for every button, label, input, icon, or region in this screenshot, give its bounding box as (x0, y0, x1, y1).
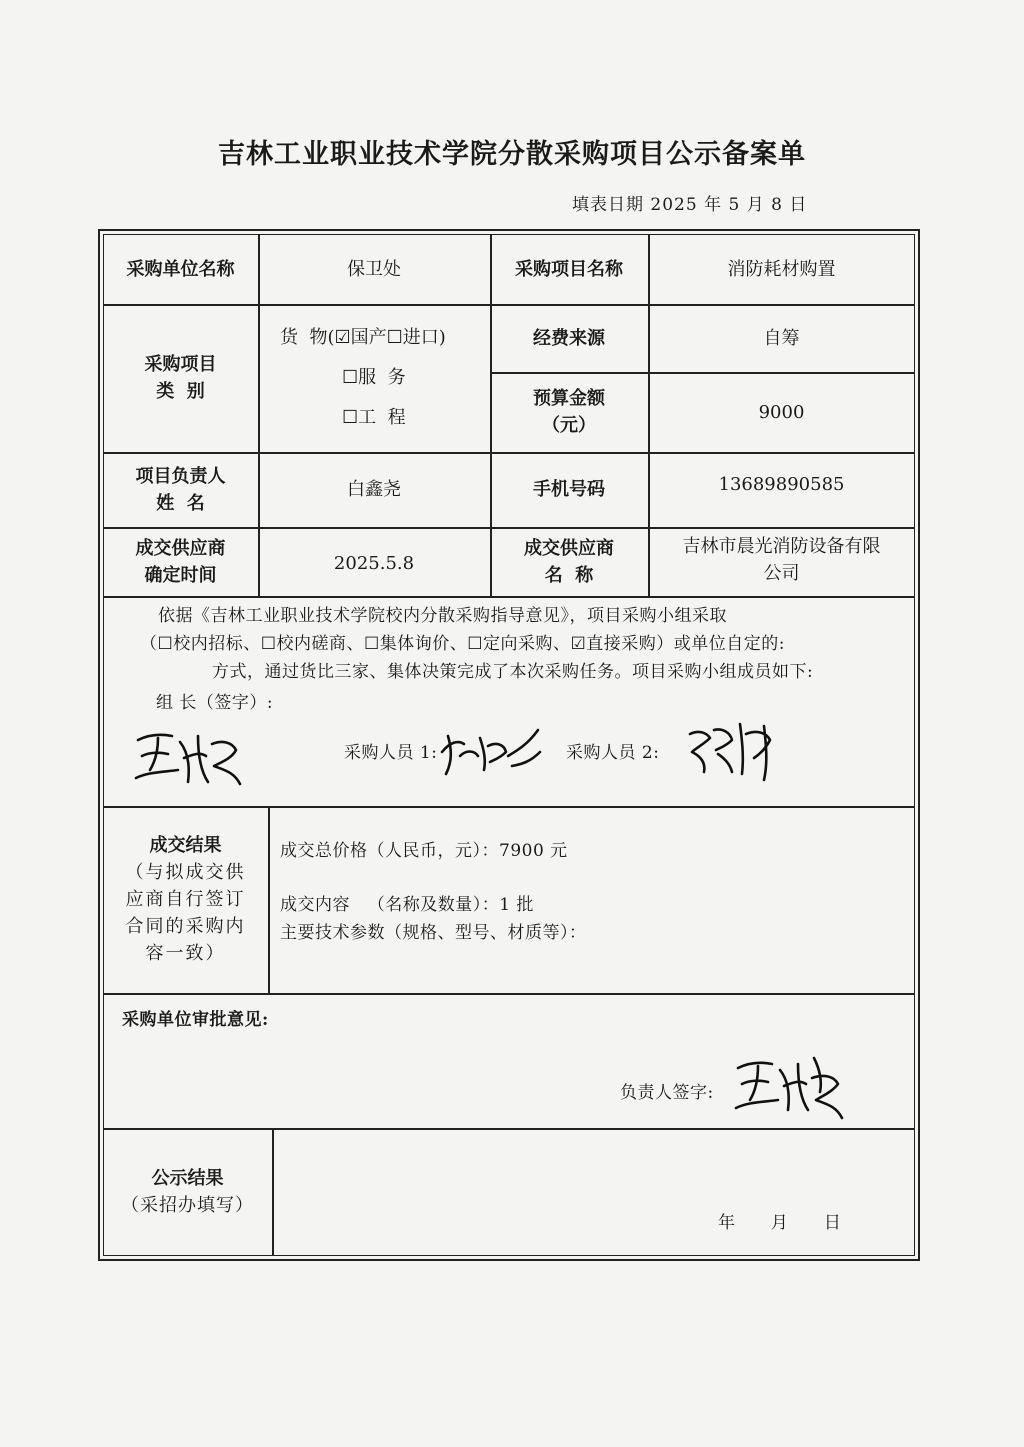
result-label-line-5: 容一致） (145, 943, 226, 964)
member2-label: 采购人员 2: (566, 743, 660, 763)
total-price: 成交总价格（人民币，元）：7900 元 (280, 841, 568, 861)
leader-signature (128, 722, 248, 794)
budget-label (490, 372, 648, 452)
result-label (103, 806, 268, 993)
supplier-name-label (490, 527, 648, 596)
phone-label: 手机号码 (533, 479, 605, 500)
col-divider (272, 1128, 274, 1256)
result-label-line-3: 应商自行签订 (125, 889, 246, 910)
category-label (103, 304, 258, 452)
category-options (258, 304, 490, 452)
funding-value: 自筹 (763, 327, 800, 349)
basis-line-2: （☐校内招标、☐校内磋商、☐集体询价、☐定向采购、☑直接采购）或单位自定的: (140, 634, 785, 654)
supplier-time-label (103, 527, 258, 596)
supplier-name-label-line-1: 成交供应商 (524, 537, 614, 559)
budget-value: 9000 (758, 401, 805, 423)
deal-content: 成交内容 （名称及数量）：1 批 (280, 895, 534, 915)
publicity-label-line-2: （采招办填写） (121, 1195, 254, 1216)
member1-label: 采购人员 1: (344, 743, 438, 763)
supplier-time-label-line-1: 成交供应商 (135, 537, 226, 559)
supplier-name-line-2: 公司 (763, 563, 800, 584)
result-label-line-1: 成交结果 (149, 835, 222, 856)
manager-label-line-2: 姓 名 (156, 492, 205, 514)
manager-value: 白鑫尧 (347, 479, 401, 500)
supplier-name-line-1: 吉林市晨光消防设备有限 (682, 536, 881, 557)
funding-label: 经费来源 (533, 327, 605, 349)
category-label-line-2: 类 别 (156, 381, 205, 402)
row-divider (103, 596, 915, 598)
unit-value: 保卫处 (347, 258, 401, 280)
approval-label: 采购单位审批意见: (122, 1010, 269, 1030)
category-label-line-1: 采购项目 (144, 354, 217, 375)
leader-label: 组 长（签字）: (156, 693, 274, 713)
member1-signature (434, 716, 544, 782)
row-divider (103, 993, 915, 995)
basis-line-3: 方式，通过货比三家、集体决策完成了本次采购任务。项目采购小组成员如下: (212, 662, 814, 682)
manager-label-line-1: 项目负责人 (135, 465, 226, 487)
tech-specs: 主要技术参数（规格、型号、材质等）： (280, 923, 587, 943)
basis-line-1: 依据《吉林工业职业技术学院校内分散采购指导意见》，项目采购小组采取 (158, 606, 727, 626)
manager-label (103, 452, 258, 527)
supplier-name-label-line-2: 名 称 (544, 564, 594, 586)
unit-label: 采购单位名称 (126, 258, 235, 280)
col-divider (268, 806, 270, 993)
phone-value: 13689890585 (718, 473, 845, 495)
publicity-date: 年 月 日 (718, 1213, 842, 1233)
result-label-line-4: 合同的采购内 (125, 916, 246, 937)
budget-label-line-2: （元） (542, 415, 596, 436)
member2-signature (684, 714, 780, 784)
result-label-line-2: （与拟成交供 (125, 862, 246, 883)
fill-date: 填表日期 2025 年 5 月 8 日 (572, 195, 808, 215)
supplier-name-value (648, 527, 915, 593)
publicity-label (103, 1128, 272, 1256)
publicity-label-line-1: 公示结果 (151, 1168, 224, 1189)
signer-signature (728, 1048, 848, 1124)
supplier-time-label-line-2: 确定时间 (144, 564, 217, 586)
project-name-value: 消防耗材购置 (727, 258, 836, 280)
page-title: 吉林工业职业技术学院分散采购项目公示备案单 (218, 139, 806, 170)
service-option: ☐服 务 (342, 367, 406, 388)
goods-option: 货 物(☑国产☐进口) (280, 327, 446, 348)
project-name-label: 采购项目名称 (515, 258, 623, 280)
signer-label: 负责人签字: (620, 1083, 714, 1103)
budget-label-line-1: 预算金额 (533, 388, 605, 409)
supplier-time-value: 2025.5.8 (333, 552, 415, 574)
engineering-option: ☐工 程 (342, 407, 406, 428)
